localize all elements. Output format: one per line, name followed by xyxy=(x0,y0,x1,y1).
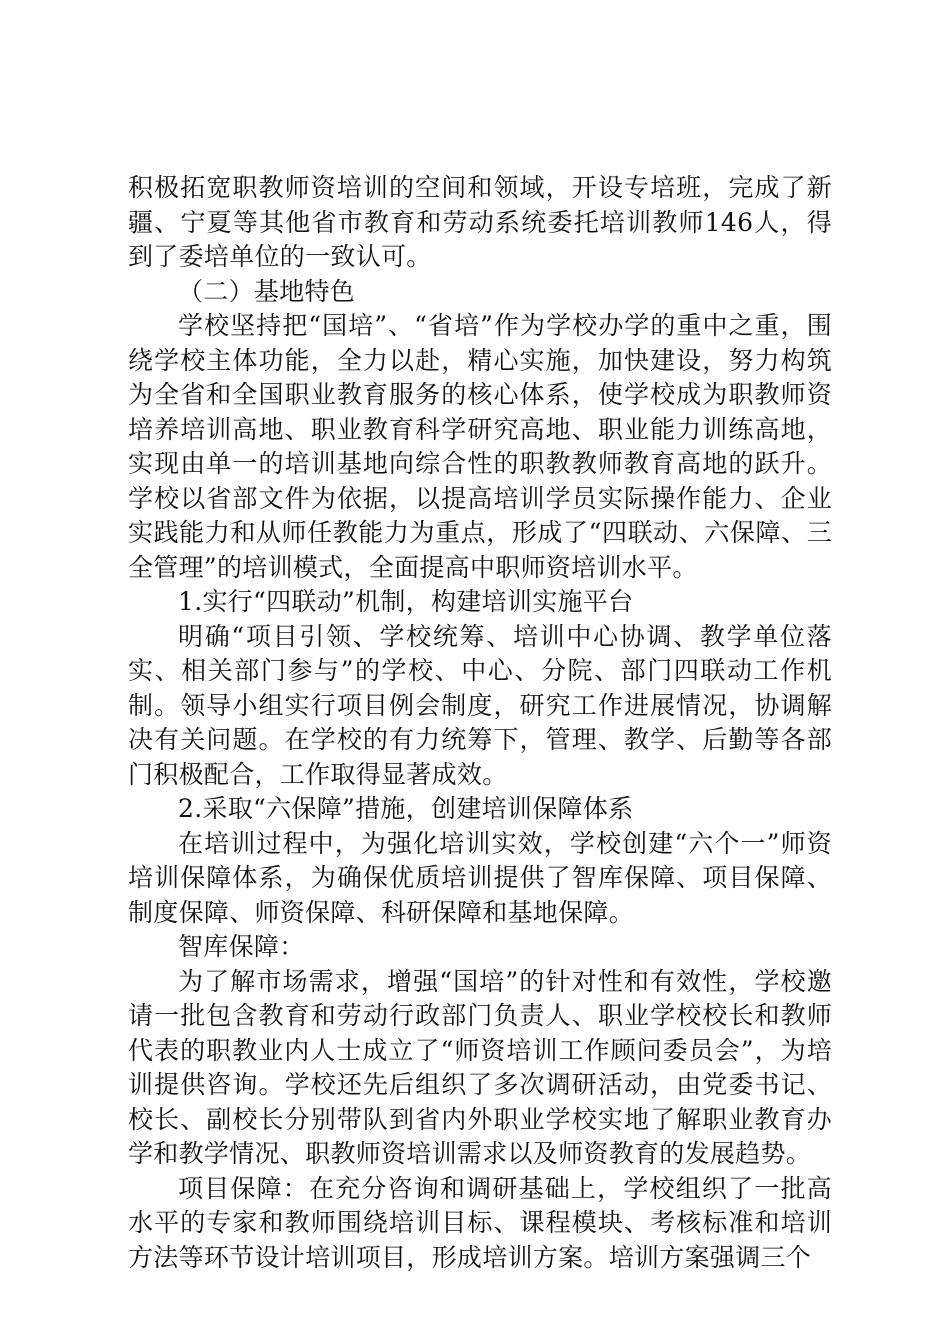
subheading-six-guarantees: 2.采取“六保障”措施，创建培训保障体系 xyxy=(178,794,634,823)
document-body xyxy=(128,171,832,1275)
paragraph-base-features: 学校坚持把“国培”、“省培”作为学校办学的重中之重，围绕学校主体功能，全力以赴，精心实施，加快建设，努力构筑为全省和全国职业教育服务的核心体系，使学校成为职教师资培养培训高地、职业教育科学研究高地、职业能力训练高地，实现由单一的培训基地向综合性的职教教师教育高地的跃升。学校以省部文件为依据，以提高培训学员实际操作能力、企业实践能力和从师任教能力为重点，形成了“四联动、六保障、三全管理”的培训模式，全面提高中职师资培训水平。 xyxy=(128,311,832,582)
paragraph-continuation: 积极拓宽职教师资培训的空间和领域，开设专培班，完成了新疆、宁夏等其他省市教育和劳动系统委托培训教师146人，得到了委培单位的一致认可。 xyxy=(128,173,832,271)
paragraph-project-guarantee: 项目保障：在充分咨询和调研基础上，学校组织了一批高水平的专家和教师围绕培训目标、课程模块、考核标准和培训方法等环节设计培训项目，形成培训方案。培训方案强调三个 xyxy=(128,1173,832,1272)
paragraph-four-linkage: 明确“项目引领、学校统筹、培训中心协调、教学单位落实、相关部门参与”的学校、中心、分院、部门四联动工作机制。领导小组实行项目例会制度，研究工作进展情况，协调解决有关问题。在学校的有力统筹下，管理、教学、后勤等各部门积极配合，工作取得显著成效。 xyxy=(128,621,832,789)
section-heading-base-features: （二）基地特色 xyxy=(178,276,356,306)
subheading-four-linkage: 1.实行“四联动”机制，构建培训实施平台 xyxy=(178,587,634,616)
paragraph-six-guarantees: 在培训过程中，为强化培训实效，学校创建“六个一”师资培训保障体系，为确保优质培训提供了智库保障、项目保障、制度保障、师资保障、科研保障和基地保障。 xyxy=(128,828,832,927)
subheading-think-tank: 智库保障： xyxy=(178,932,305,961)
paragraph-think-tank: 为了解市场需求，增强“国培”的针对性和有效性，学校邀请一批包含教育和劳动行政部门负责人、职业学校校长和教师代表的职教业内人士成立了“师资培训工作顾问委员会”，为培训提供咨询。学校还先后组织了多次调研活动，由党委书记、校长、副校长分别带队到省内外职业学校实地了解职业教育办学和教学情况、职教师资培训需求以及师资教育的发展趋势。 xyxy=(128,966,832,1168)
